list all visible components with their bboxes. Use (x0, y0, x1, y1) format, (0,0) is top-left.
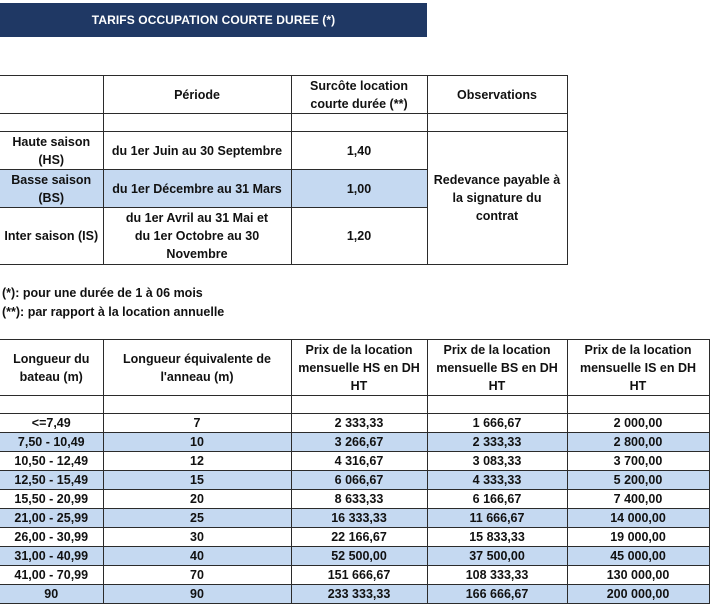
price-hs-cell: 151 666,67 (291, 566, 427, 585)
price-is-cell: 2 800,00 (567, 433, 709, 452)
table-row (0, 566, 709, 585)
season-period: du 1er Décembre au 31 Mars (103, 170, 291, 208)
season-label: Inter saison (IS) (0, 208, 103, 265)
footnote-duration: (*): pour une durée de 1 à 06 mois (2, 286, 203, 300)
ring-length-cell: 70 (103, 566, 291, 585)
prices-header-ring-length: Longueur équivalente de l'anneau (m) (103, 340, 291, 396)
price-is-cell: 130 000,00 (567, 566, 709, 585)
price-hs-cell: 6 066,67 (291, 471, 427, 490)
price-hs-cell: 8 633,33 (291, 490, 427, 509)
table-row (0, 433, 709, 452)
season-period: du 1er Avril au 31 Mai et du 1er Octobre au 30 Novembre (103, 208, 291, 265)
season-surcote: 1,40 (291, 132, 427, 170)
prices-spacer-cell (0, 396, 103, 414)
ring-length-cell: 12 (103, 452, 291, 471)
table-row (0, 528, 709, 547)
ring-length-cell: 40 (103, 547, 291, 566)
observations-cell: Redevance payable à la signature du contrat (427, 132, 567, 265)
price-is-cell: 19 000,00 (567, 528, 709, 547)
price-hs-cell: 3 266,67 (291, 433, 427, 452)
table-row (0, 490, 709, 509)
season-period: du 1er Juin au 30 Septembre (103, 132, 291, 170)
footnote-surcote: (**): par rapport à la location annuelle (2, 305, 225, 319)
price-hs-cell: 233 333,33 (291, 585, 427, 604)
seasons-spacer-cell (291, 114, 427, 132)
prices-spacer-cell (103, 396, 291, 414)
boat-length-cell: 21,00 - 25,99 (0, 509, 103, 528)
price-is-cell: 2 000,00 (567, 414, 709, 433)
season-label: Haute saison (HS) (0, 132, 103, 170)
season-surcote: 1,20 (291, 208, 427, 265)
seasons-header-period: Période (103, 76, 291, 114)
price-is-cell: 7 400,00 (567, 490, 709, 509)
price-hs-cell: 22 166,67 (291, 528, 427, 547)
seasons-table (0, 75, 568, 265)
price-bs-cell: 4 333,33 (427, 471, 567, 490)
price-is-cell: 14 000,00 (567, 509, 709, 528)
boat-length-cell: 90 (0, 585, 103, 604)
boat-length-cell: 26,00 - 30,99 (0, 528, 103, 547)
boat-length-cell: 41,00 - 70,99 (0, 566, 103, 585)
price-bs-cell: 1 666,67 (427, 414, 567, 433)
boat-length-cell: 31,00 - 40,99 (0, 547, 103, 566)
prices-header-hs: Prix de la location mensuelle HS en DH HT (291, 340, 427, 396)
season-label: Basse saison (BS) (0, 170, 103, 208)
boat-length-cell: 12,50 - 15,49 (0, 471, 103, 490)
seasons-spacer-cell (103, 114, 291, 132)
ring-length-cell: 30 (103, 528, 291, 547)
table-row (0, 509, 709, 528)
price-is-cell: 3 700,00 (567, 452, 709, 471)
seasons-header-surcote: Surcôte location courte durée (**) (291, 76, 427, 114)
price-bs-cell: 108 333,33 (427, 566, 567, 585)
price-bs-cell: 3 083,33 (427, 452, 567, 471)
prices-spacer-cell (427, 396, 567, 414)
ring-length-cell: 20 (103, 490, 291, 509)
price-bs-cell: 15 833,33 (427, 528, 567, 547)
price-is-cell: 45 000,00 (567, 547, 709, 566)
footnotes (2, 284, 224, 322)
price-hs-cell: 4 316,67 (291, 452, 427, 471)
seasons-spacer-cell (427, 114, 567, 132)
prices-header-boat-length: Longueur du bateau (m) (0, 340, 103, 396)
seasons-spacer-cell (0, 114, 103, 132)
ring-length-cell: 7 (103, 414, 291, 433)
price-is-cell: 5 200,00 (567, 471, 709, 490)
ring-length-cell: 15 (103, 471, 291, 490)
price-is-cell: 200 000,00 (567, 585, 709, 604)
table-row (0, 452, 709, 471)
price-bs-cell: 2 333,33 (427, 433, 567, 452)
price-hs-cell: 16 333,33 (291, 509, 427, 528)
prices-spacer-cell (291, 396, 427, 414)
price-hs-cell: 2 333,33 (291, 414, 427, 433)
ring-length-cell: 10 (103, 433, 291, 452)
price-bs-cell: 166 666,67 (427, 585, 567, 604)
prices-spacer-cell (567, 396, 709, 414)
prices-header-bs: Prix de la location mensuelle BS en DH HT (427, 340, 567, 396)
page-title: TARIFS OCCUPATION COURTE DUREE (*) (0, 3, 427, 37)
ring-length-cell: 90 (103, 585, 291, 604)
boat-length-cell: 15,50 - 20,99 (0, 490, 103, 509)
season-row-hs (0, 132, 567, 170)
table-row (0, 547, 709, 566)
prices-table (0, 339, 710, 604)
prices-header-is: Prix de la location mensuelle IS en DH HT (567, 340, 709, 396)
boat-length-cell: 10,50 - 12,49 (0, 452, 103, 471)
seasons-header-observations: Observations (427, 76, 567, 114)
price-bs-cell: 6 166,67 (427, 490, 567, 509)
seasons-header-empty (0, 76, 103, 114)
table-row (0, 414, 709, 433)
season-surcote: 1,00 (291, 170, 427, 208)
price-bs-cell: 11 666,67 (427, 509, 567, 528)
boat-length-cell: <=7,49 (0, 414, 103, 433)
price-hs-cell: 52 500,00 (291, 547, 427, 566)
table-row (0, 471, 709, 490)
table-row (0, 585, 709, 604)
price-bs-cell: 37 500,00 (427, 547, 567, 566)
boat-length-cell: 7,50 - 10,49 (0, 433, 103, 452)
ring-length-cell: 25 (103, 509, 291, 528)
